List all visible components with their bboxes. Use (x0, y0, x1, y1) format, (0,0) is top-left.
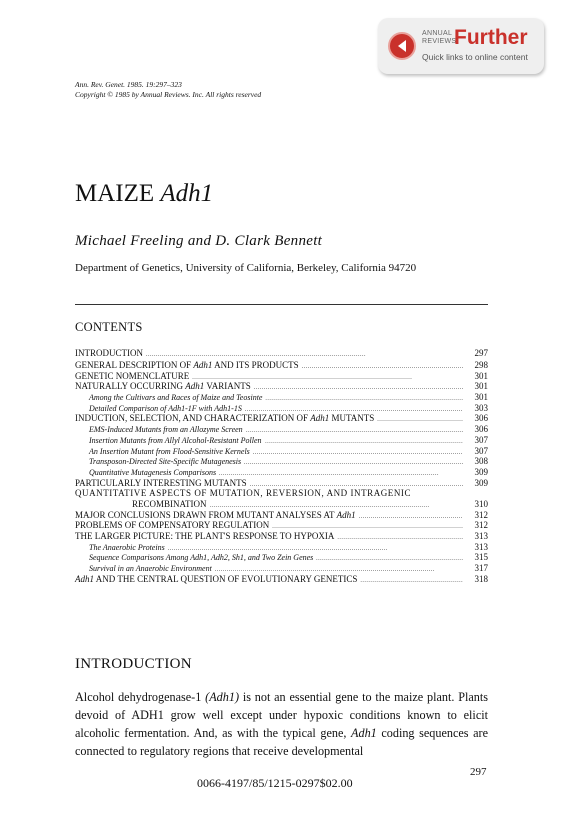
toc-text: Quantitative Mutagenesis Comparisons (89, 467, 217, 477)
toc-text-pre: INDUCTION, SELECTION, AND CHARACTERIZATION OF (75, 413, 311, 424)
toc-subentry[interactable] (75, 542, 488, 553)
toc-text: Transposon-Directed Site-Specific Mutagenesis (89, 457, 242, 467)
toc-page: 297 (474, 348, 488, 358)
further-badge[interactable] (378, 18, 544, 74)
toc-entry[interactable] (75, 531, 488, 542)
toc-leader (360, 574, 463, 584)
toc-page: 298 (474, 360, 488, 370)
toc-text-post: VARIANTS (204, 381, 251, 392)
toc-page: 308 (474, 456, 488, 467)
toc-text: THE LARGER PICTURE: THE PLANT'S RESPONSE TO HYPOXIA (75, 531, 335, 541)
footer-code: 0066-4197/85/1215-0297$02.00 (197, 776, 353, 790)
toc-leader (219, 468, 463, 477)
para-text: Alcohol dehydrogenase-1 (75, 690, 206, 704)
toc-page: 317 (474, 563, 488, 574)
toc-entry[interactable] (75, 348, 488, 360)
toc-text-italic: Adh1 (336, 509, 356, 520)
toc-text: PARTICULARLY INTERESTING MUTANTS (75, 477, 247, 488)
toc-text: EMS-Induced Mutants from an Allozyme Screen (89, 425, 243, 435)
title-gene: Adh1 (160, 180, 214, 207)
journal-line-2: Copyright © 1985 by Annual Reviews. Inc. All rights reserved (75, 90, 262, 99)
paragraph (75, 688, 488, 760)
toc-text-pre: GENERAL DESCRIPTION OF (75, 360, 194, 370)
toc-text-italic: Adh1 (193, 360, 213, 370)
section-heading-introduction: INTRODUCTION (75, 656, 192, 672)
toc-text (75, 360, 299, 370)
play-arrow-icon (388, 32, 416, 60)
toc-leader (337, 531, 463, 541)
toc-leader (377, 413, 463, 423)
toc-text (75, 510, 356, 520)
toc-subentry[interactable] (75, 435, 488, 446)
para-gene-italic: Adh1 (351, 726, 377, 740)
toc-page: 310 (474, 498, 488, 509)
toc-text: QUANTITATIVE ASPECTS OF MUTATION, REVERSION, AND INTRAGENIC (75, 488, 412, 499)
toc-text: INTRODUCTION (75, 348, 143, 358)
toc-leader (215, 564, 463, 573)
toc-text-pre: NATURALLY OCCURRING (75, 381, 186, 392)
toc-leader (146, 348, 463, 358)
toc-leader (210, 499, 463, 509)
para-text: is not an essential gene to the maize plant. Plants devoid of ADH1 grow well except under hypoxic conditions known to elicit alcoholic fermentation. And, as with the typical gene, (75, 690, 489, 740)
toc-text: The Anaerobic Proteins (89, 542, 165, 552)
title-main: MAIZE (75, 180, 161, 207)
toc-subentry[interactable] (75, 467, 488, 478)
authors: Michael Freeling and D. Clark Bennett (75, 233, 323, 249)
toc-leader (359, 510, 463, 520)
toc-text (75, 381, 251, 391)
affiliation: Department of Genetics, University of California, Berkeley, California 94720 (75, 262, 417, 274)
toc-leader (316, 553, 463, 562)
toc-page: 312 (474, 509, 488, 520)
toc-leader (245, 404, 463, 413)
toc-page: 309 (474, 477, 488, 488)
toc-text: Among the Cultivars and Races of Maize and Teosinte (89, 393, 263, 403)
toc-leader (254, 381, 463, 391)
toc-text-post: MUTANTS (329, 413, 375, 424)
toc-leader (272, 520, 463, 530)
toc-subentry[interactable] (75, 456, 488, 467)
toc-text: Survival in an Anaerobic Environment (89, 564, 212, 574)
toc-text-italic: Adh1 (75, 573, 94, 584)
toc-entry[interactable] (75, 520, 488, 531)
toc-text-post: AND THE CENTRAL QUESTION OF EVOLUTIONARY GENETICS (94, 573, 358, 584)
toc-entry-continued[interactable] (75, 499, 488, 510)
toc-text-italic: Adh1 (185, 381, 205, 392)
toc-text-pre: MAJOR CONCLUSIONS DRAWN FROM MUTANT ANALYSES AT (75, 509, 337, 520)
badge-reviews-text: REVIEWS (422, 38, 457, 45)
toc-entry[interactable] (75, 381, 488, 392)
toc-page: 306 (474, 413, 488, 424)
toc-text: GENETIC NOMENCLATURE (75, 370, 190, 381)
toc-leader (244, 457, 463, 466)
toc-text (75, 413, 374, 423)
journal-citation (75, 80, 261, 100)
divider-rule (75, 304, 488, 305)
contents-heading: CONTENTS (75, 320, 143, 334)
badge-subtitle: Quick links to online content (422, 52, 528, 62)
toc-page: 301 (474, 392, 488, 403)
toc-text-italic: Adh1 (310, 413, 330, 424)
badge-further-word: Further (454, 26, 528, 49)
toc-text: Sequence Comparisons Among Adh1, Adh2, Sh1, and Two Zein Genes (89, 553, 314, 563)
toc-text: Insertion Mutants from Allyl Alcohol-Resistant Pollen (89, 435, 262, 445)
toc-page: 303 (474, 402, 488, 413)
badge-annual-text: ANNUAL (422, 30, 453, 37)
toc-leader (250, 478, 463, 488)
toc-subentry[interactable] (75, 563, 488, 574)
article-title (75, 180, 213, 208)
toc-subentry[interactable] (75, 424, 488, 435)
table-of-contents (75, 348, 488, 584)
introduction-paragraph (75, 688, 488, 760)
toc-leader (302, 360, 463, 370)
toc-page: 312 (474, 520, 488, 531)
toc-entry[interactable] (75, 360, 488, 371)
toc-subentry[interactable] (75, 446, 488, 457)
page-number: 297 (470, 766, 487, 778)
badge-annual-reviews (422, 30, 456, 46)
toc-leader (246, 425, 463, 434)
toc-page: 306 (474, 424, 488, 435)
toc-entry[interactable] (75, 371, 488, 382)
toc-entry[interactable] (75, 478, 488, 489)
journal-line-1: Ann. Rev. Genet. 1985. 19:297–323 (75, 80, 182, 89)
toc-page: 301 (474, 370, 488, 381)
toc-leader (253, 447, 463, 456)
toc-page: 309 (474, 466, 488, 477)
toc-page: 313 (474, 541, 488, 552)
para-text: coding sequences are connected to regulatory regions that receive developmental (75, 726, 488, 758)
toc-subentry[interactable] (75, 403, 488, 414)
toc-leader (265, 436, 463, 445)
toc-leader (192, 371, 463, 381)
toc-text: RECOMBINATION (132, 498, 207, 509)
toc-subentry[interactable] (75, 392, 488, 403)
toc-entry[interactable] (75, 488, 488, 499)
toc-page: 313 (474, 531, 488, 541)
toc-page: 307 (474, 434, 488, 445)
toc-page: 315 (474, 552, 488, 563)
toc-text-post: AND ITS PRODUCTS (212, 360, 299, 370)
toc-entry[interactable] (75, 413, 488, 424)
toc-entry[interactable] (75, 574, 488, 585)
toc-page: 301 (474, 381, 488, 392)
toc-page: 307 (474, 445, 488, 456)
toc-text: Detailed Comparison of Adh1-1F with Adh1-1S (89, 403, 242, 413)
toc-entry[interactable] (75, 510, 488, 521)
toc-text: An Insertion Mutant from Flood-Sensitive Kernels (89, 446, 250, 456)
para-gene-italic: (Adh1) (205, 690, 239, 704)
toc-text: PROBLEMS OF COMPENSATORY REGULATION (75, 520, 270, 531)
toc-subentry[interactable] (75, 552, 488, 563)
toc-leader (168, 543, 463, 552)
toc-page: 318 (474, 573, 488, 584)
toc-leader (265, 393, 463, 402)
toc-text (75, 574, 357, 584)
